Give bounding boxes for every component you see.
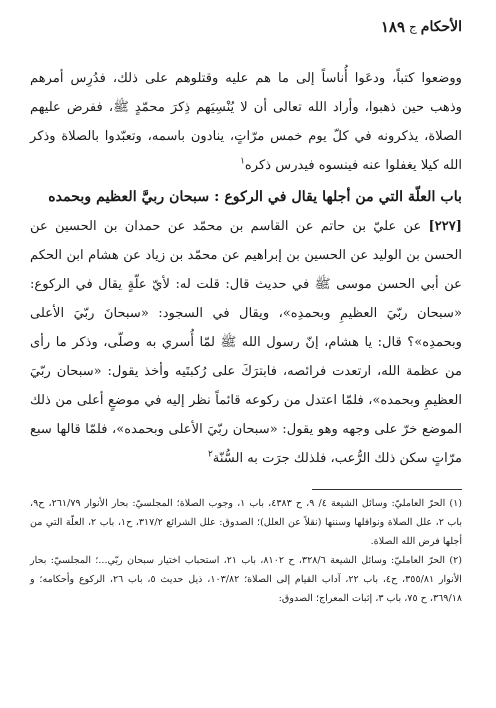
- running-title: الأحكام: [420, 19, 462, 35]
- intro-text: ووضعوا كتباً، ودعَوا أُناساً إلى ما هم عليه وقتلوهم على ذلك، فدُرِس أمرهم وذهب حين ذهبوا، وأراد الله تعالى أن لا يُنْسِيَهم ذِكرَ محمّدٍ ﷺ، ففرض عليهم الصلاة، يذكرونه في كلّ يوم خمس مرّاتٍ، ينادون باسمه، وتعبّدوا بالصلاة وذكر الله كيلا يغفلوا عنه فينسوه فيدرس ذكره: [30, 71, 462, 173]
- hadith-paragraph: [30, 212, 462, 473]
- intro-paragraph: [30, 64, 462, 180]
- footnote-1: (١) الحرّ العامليّ: وسائل الشيعة ٤/ ٩، ح ٤٣٨٣، باب ١، وجوب الصلاة؛ المجلسيّ: بحار الأنوار ٢٦١/٧٩، ح٩، باب ٢، علل الصلاة ونوافلها وسننها (نقلاً عن العلل)؛ الصدوق: علل الشرائع ٣١٧/٢، ح١، باب ٢، العلّة التي من أجلها فرض الله الصلاة.: [30, 498, 462, 547]
- chapter-title: باب العلّة التي من أجلها يقال في الركوع : سبحان ربيَّ العظيم وبحمده: [48, 189, 462, 205]
- footnote-2: (٢) الحرّ العامليّ: وسائل الشيعة ٣٢٨/٦، ح ٨١٠٢، باب ٢١، استحباب اختيار سبحان ربّي...؛ المجلسيّ: بحار الأنوار ٣٥٥/٨١، ح٤، باب ٢٢، آداب القيام إلى الصلاة؛ ١٠٣/٨٢، ذيل حديث ٥، باب ٢٦، الركوع وأحكامه؛ و ٣٦٩/١٨، ح ٧٥، باب ٣، إثبات المعراج؛ الصدوق:: [30, 555, 463, 604]
- page-header: [30, 10, 462, 44]
- page-number: ١٨٩: [380, 18, 406, 36]
- footnote-ref-1: ١: [240, 156, 245, 167]
- volume-separator: ج: [409, 20, 417, 34]
- hadith-text: عن عليّ بن حاتم عن القاسم بن محمّد عن حمدان بن الحسين عن الحسن بن الوليد عن الحسين بن إبراهيم عن محمّد بن زياد عن هشام ابن الحكم عن أبي الحسن موسى ﷺ في حديث قال: قلت له: لأيّ علّةٍ يقال في الركوع: «سبحان ربّيَ العظيمِ وبحمدِه»، ويقال في السجود: «سبحانَ ربّيَ الأعلى وبحمدِه»؟ قال: يا هشام، إنّ رسول الله ﷺ لمّا أُسري به وصلّى، وذكر ما رأى من عظمة الله، ارتعدت فرائصه، فابترَكَ على رُكبتَيه وأخذ يقول: «سبحان ربّيَ العظيمِ وبحمده»، فلمّا اعتدل من ركوعه قائماً نظر إليه في موضعٍ أعلى من ذلك الموضع خرّ على وجهه وهو يقول: «سبحان ربّيَ الأعلى وبحمده»، فلمّا قالها سبع مرّاتٍ سكن ذلك الرُّعب، فلذلك جرَت به السُّنّة: [30, 219, 462, 466]
- footnote-ref-2: ٢: [207, 449, 213, 460]
- footnote-divider: [312, 489, 462, 490]
- hadith-number: [٢٢٧]: [428, 219, 462, 234]
